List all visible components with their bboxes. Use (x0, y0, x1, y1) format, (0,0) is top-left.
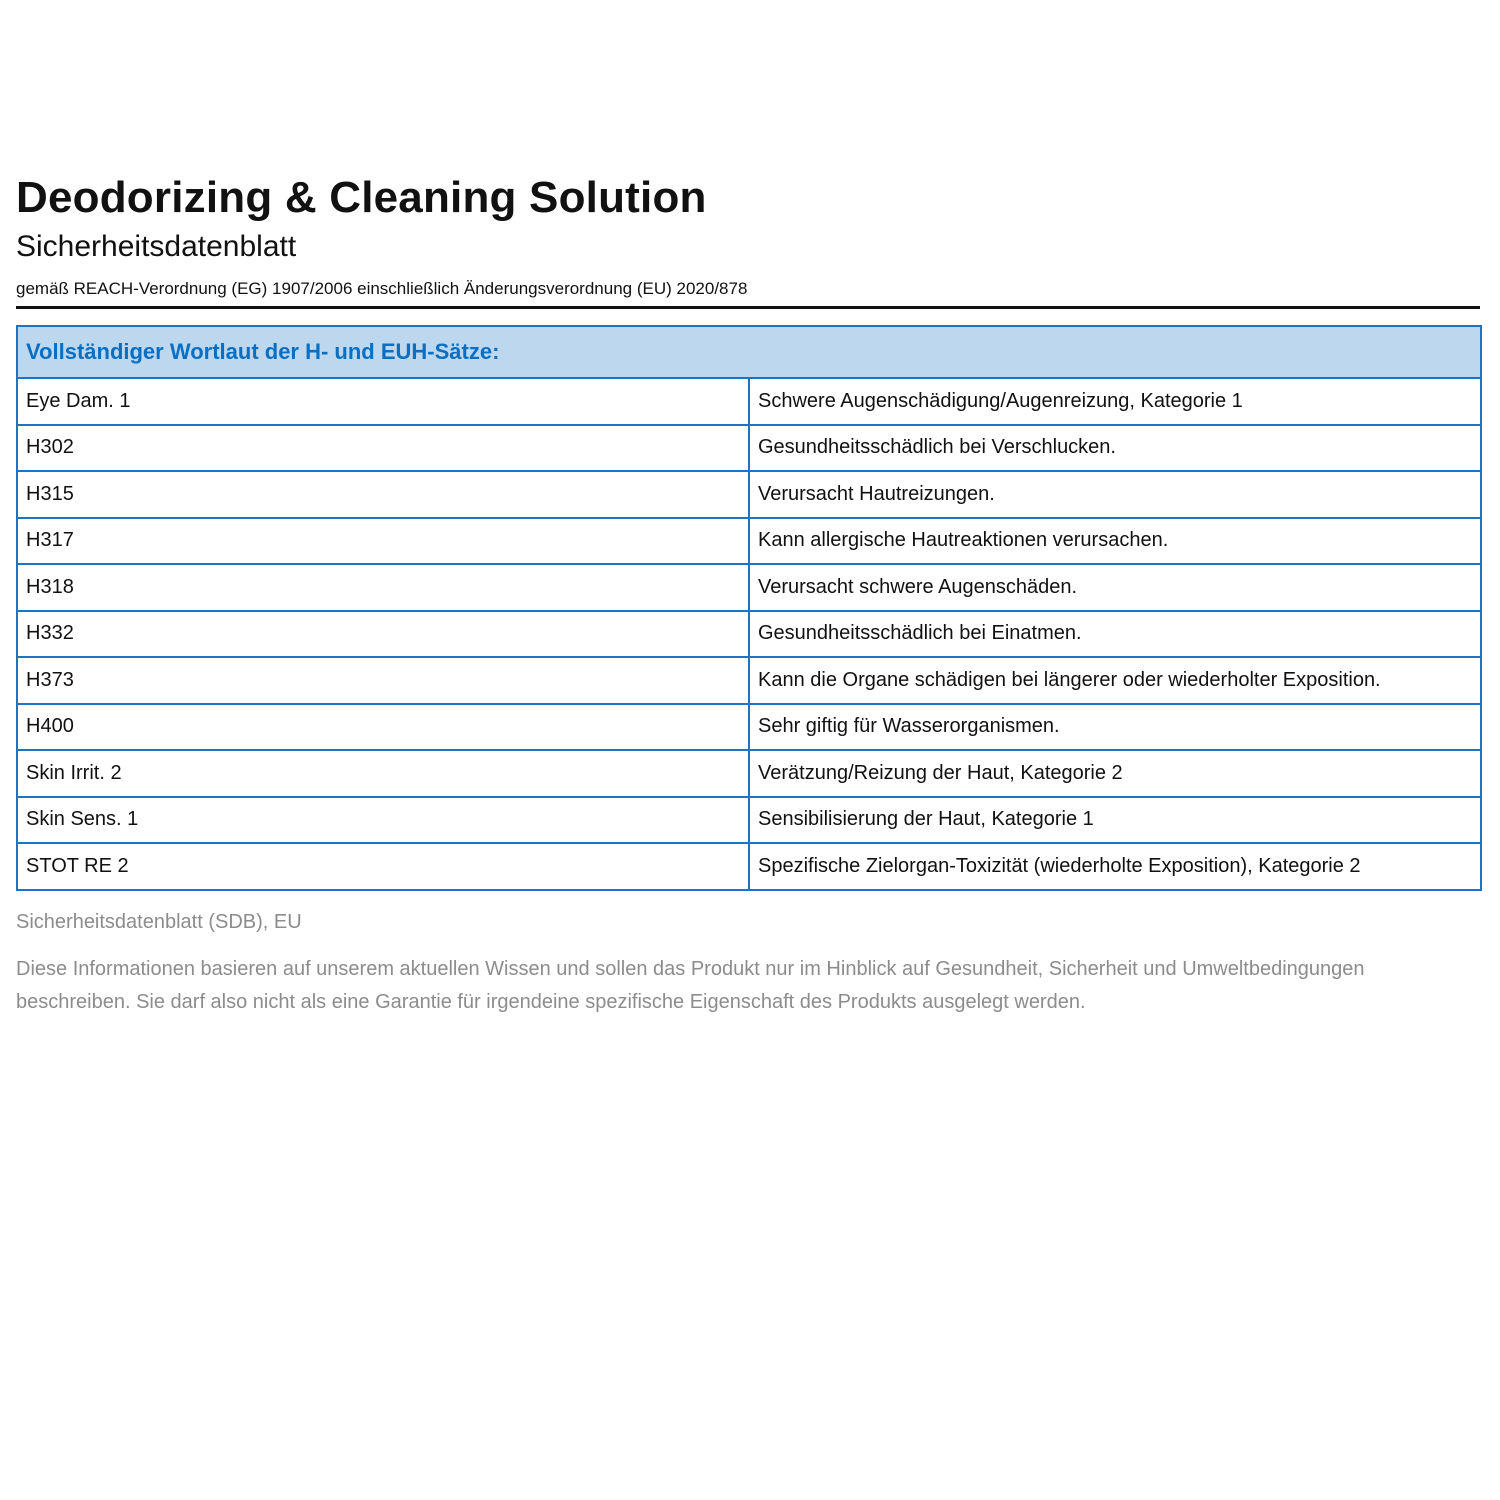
table-row (17, 425, 1481, 472)
phrase-text: Sehr giftig für Wasserorganismen. (749, 704, 1481, 751)
phrase-text: Kann die Organe schädigen bei längerer oder wiederholter Exposition. (749, 657, 1481, 704)
table-row (17, 657, 1481, 704)
phrase-code: H317 (17, 518, 749, 565)
phrase-text: Gesundheitsschädlich bei Einatmen. (749, 611, 1481, 658)
phrase-text: Spezifische Zielorgan-Toxizität (wiederholte Exposition), Kategorie 2 (749, 843, 1481, 890)
phrase-text: Verursacht Hautreizungen. (749, 471, 1481, 518)
document-subtitle: Sicherheitsdatenblatt (16, 230, 297, 263)
regulation-note: gemäß REACH-Verordnung (EG) 1907/2006 einschließlich Änderungsverordnung (EU) 2020/878 (16, 278, 1480, 309)
table-row (17, 750, 1481, 797)
phrase-code: H400 (17, 704, 749, 751)
phrase-code: Eye Dam. 1 (17, 378, 749, 425)
phrase-code: H332 (17, 611, 749, 658)
phrase-text: Schwere Augenschädigung/Augenreizung, Kategorie 1 (749, 378, 1481, 425)
table-row (17, 611, 1481, 658)
phrase-code: H373 (17, 657, 749, 704)
document-title: Deodorizing & Cleaning Solution (16, 173, 707, 222)
table-row (17, 704, 1481, 751)
document (16, 170, 1482, 1019)
disclaimer-text: Diese Informationen basieren auf unserem aktuellen Wissen und sollen das Produkt nur im Hinblick auf Gesundheit, Sicherheit und Umweltbedingungen beschreiben. Sie darf also nicht als eine Garantie für irgendeine spezifische Eigenschaft des Produkts ausgelegt werden. (16, 957, 1365, 1013)
phrase-text: Verursacht schwere Augenschäden. (749, 564, 1481, 611)
table-row (17, 518, 1481, 565)
phrase-code: H318 (17, 564, 749, 611)
table-heading: Vollständiger Wortlaut der H- und EUH-Sätze: (17, 326, 1481, 378)
footer-label: Sicherheitsdatenblatt (SDB), EU (16, 910, 302, 933)
table-row (17, 797, 1481, 844)
table-header-row (17, 326, 1481, 378)
table-row (17, 378, 1481, 425)
table-row (17, 471, 1481, 518)
phrase-text: Gesundheitsschädlich bei Verschlucken. (749, 425, 1481, 472)
phrase-code: Skin Irrit. 2 (17, 750, 749, 797)
h-phrases-table (16, 325, 1482, 891)
phrase-text: Kann allergische Hautreaktionen verursachen. (749, 518, 1481, 565)
phrase-text: Sensibilisierung der Haut, Kategorie 1 (749, 797, 1481, 844)
table-row (17, 843, 1481, 890)
phrase-code: H315 (17, 471, 749, 518)
phrase-code: STOT RE 2 (17, 843, 749, 890)
phrase-text: Verätzung/Reizung der Haut, Kategorie 2 (749, 750, 1481, 797)
phrase-code: H302 (17, 425, 749, 472)
table-row (17, 564, 1481, 611)
phrase-code: Skin Sens. 1 (17, 797, 749, 844)
